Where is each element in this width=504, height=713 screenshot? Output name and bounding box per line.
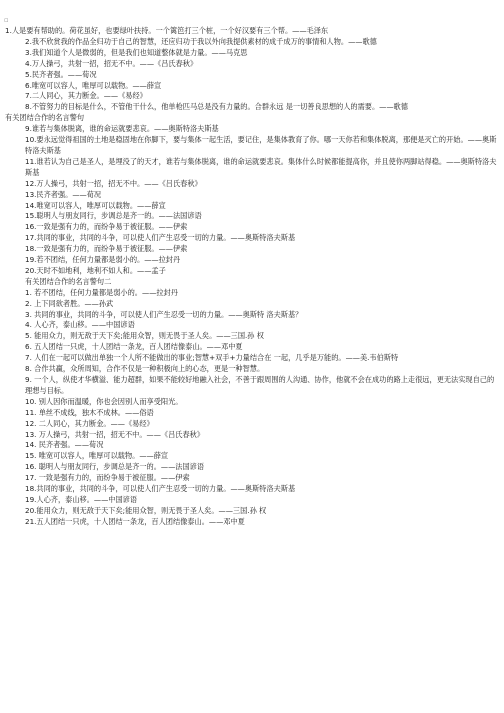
text-line: 14. 民齐者强。——荀况: [25, 440, 104, 450]
text-line: 3.我们知道个人是微弱的，但是我们也知道整体就是力量。——马克思: [25, 47, 248, 57]
text-line: 18.共同的事业，共同的斗争，可以使人们产生忍受一切的力量。——奥斯特洛夫斯基: [25, 484, 296, 494]
text-line: 4. 人心齐，泰山移。——中国谚语: [25, 320, 135, 330]
text-line: 4.万人操弓，共射一招，招无不中。——《吕氏春秋》: [25, 58, 198, 68]
text-line: 5.民齐者强。——荀况: [25, 69, 97, 79]
text-line: 19.人心齐，泰山移。——中国谚语: [25, 494, 138, 504]
text-line: 5. 能用众力，则无敌于天下矣;能用众智，则无畏于圣人矣。——三国.孙 权: [25, 331, 264, 341]
text-line: 10.要永远觉得祖国的土地是稳固地在你脚下，要与集体一起生活，要记住，是集体教育了你。哪一天你若和集体脱离，那便是灭亡的开始。——奥斯特洛夫斯基: [25, 135, 497, 155]
text-line: 有关团结合作的名言警句: [5, 113, 85, 123]
text-line: 6.唯宽可以容人，唯厚可以载物。——薛宣: [25, 80, 162, 90]
text-line: 2.我不欣赏我的作品全归功于自己的智慧，还应归功于我以外向我提供素材的成千成万的事情和人物。——歌德: [25, 36, 377, 46]
text-line: 13.民齐者强。——荀况: [25, 189, 102, 199]
text-line: 8. 合作共赢，众所周知，合作不仅是一种积极向上的心态，更是一种智慧。: [25, 364, 265, 374]
text-line: 10. 别人因你而温暖，你也会因别人而享受阳光。: [25, 396, 183, 406]
text-line: 17. 一致是强有力的，而纷争易于被征服。——伊索: [25, 473, 190, 483]
text-line: 1. 若不团结，任何力量都是弱小的。——拉封丹: [25, 287, 178, 297]
text-line: 18.一致是强有力的，而纷争易于被征服。——伊索: [25, 244, 188, 254]
document-body: [5, 26, 499, 528]
text-line: 6. 五人团结一只虎，十人团结一条龙，百人团结像泰山。——邓中夏: [25, 342, 243, 352]
text-line: 11. 单丝不成线，独木不成林。——俗语: [25, 407, 154, 417]
text-line: 3. 共同的事业，共同的斗争，可以使人们产生忍受一切的力量。——奥斯特 洛夫斯基？: [25, 309, 303, 319]
text-line: 11.谁若认为自己是圣人，是埋没了的天才，谁若与集体脱离，谁的命运就要悲哀。集体什么时候都能提高你，并且使你两脚站得稳。——奥斯特洛夫斯基: [25, 156, 497, 177]
text-line: 17.共同的事业，共同的斗争，可以使人们产生忍受一切的力量。——奥斯特洛夫斯基: [25, 233, 296, 243]
text-line: 9. 一个人，纵使才华横溢、能力超群，如果不能较好地融入社会，不善于跟周围的人沟通、协作，他就不会在成功的路上走很远，更无法实现自己的理想与目标。: [25, 375, 495, 395]
text-line: 9.谁若与集体脱离，谁的命运就要悲哀。——奥斯特洛夫斯基: [25, 124, 219, 134]
text-line: 21.五人团结一只虎，十人团结一条龙，百人团结像泰山。——邓中夏: [25, 516, 245, 526]
text-line: 16. 聪明人与朋友同行，步调总是齐一的。——法国谚语: [25, 462, 205, 472]
text-line: 15. 唯宽可以容人，唯厚可以载物。——薛宣: [25, 451, 169, 461]
text-line: 13. 万人操弓，共射一招，招无不中。——《吕氏春秋》: [25, 429, 205, 439]
text-line: 7. 人们在一起可以做出单独一个人所不能做出的事业;智慧+双手+力量结合在 一起，几乎是万能的。——美.韦伯斯特: [25, 353, 399, 363]
text-line: 19.若不团结，任何力量都是弱小的。——拉封丹: [25, 255, 181, 265]
text-line: 有关团结合作的名言警句二: [25, 276, 112, 286]
text-line: 7.二人同心，其力断金。——《易经》: [25, 91, 147, 101]
text-line: 20.能用众力，则无敌于天下矣;能用众智，则无畏于圣人矣。——三国.孙 权: [25, 505, 267, 515]
text-line: 15.聪明人与朋友同行，步调总是齐一的。——法国谚语: [25, 211, 202, 221]
corner-mark: ▫: [4, 16, 9, 24]
text-line: 16.一致是强有力的，而纷争易于被征服。——伊索: [25, 222, 188, 232]
text-line: 12. 二人同心，其力断金。——《易经》: [25, 418, 154, 428]
text-line: 8.不管努力的目标是什么，不管他干什么，他单枪匹马总是没有力量的。合群永远 是一切善良思想的人的需要。——歌德: [25, 102, 408, 112]
text-line: 2. 上下同欲者胜。——孙武: [25, 298, 114, 308]
text-line: 14.唯宽可以容人，唯厚可以载物。——薛宣: [25, 200, 166, 210]
text-line: 1.人是要有帮助的。荷花虽好，也要绿叶扶持。一个篱笆打三个桩，一个好汉要有三个帮。——毛泽东: [5, 26, 329, 35]
text-line: 12.万人操弓，共射一招，招无不中。——《吕氏春秋》: [25, 178, 202, 188]
text-line: 20.天时不如地利，地利不如人和。——孟子: [25, 265, 166, 275]
